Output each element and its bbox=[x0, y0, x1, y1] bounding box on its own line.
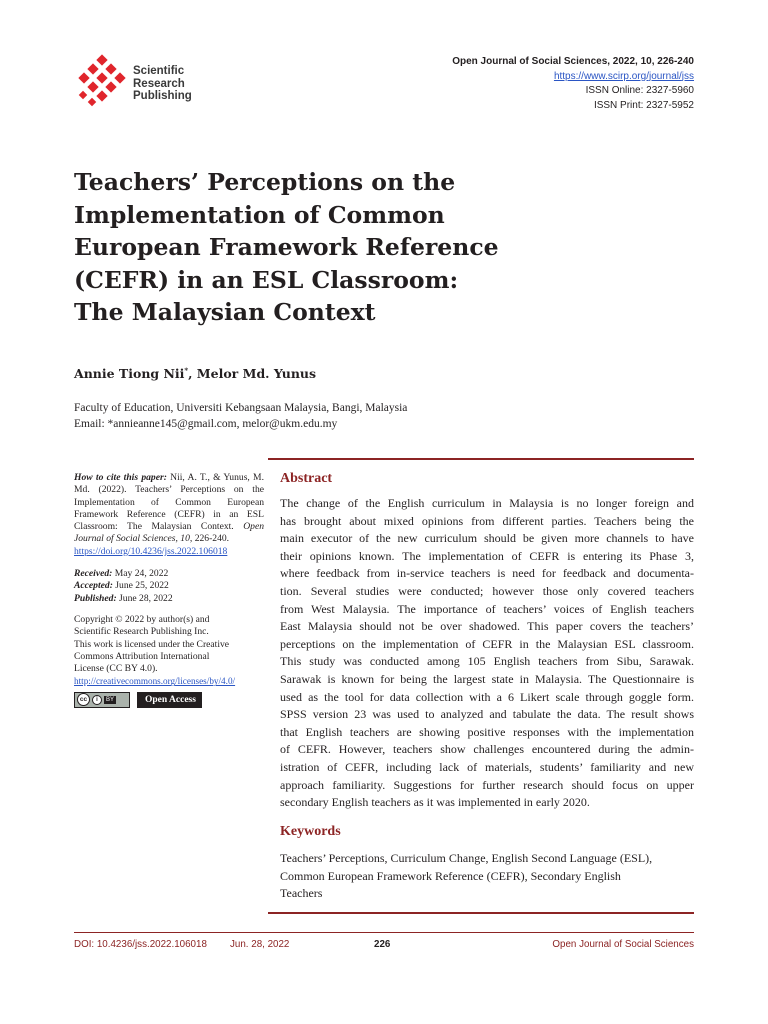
publisher-logo bbox=[76, 54, 206, 110]
issn-online: ISSN Online: 2327-5960 bbox=[585, 85, 694, 96]
by-label: BY bbox=[106, 696, 115, 703]
by-icon-group bbox=[92, 695, 102, 705]
journal-citation: Open Journal of Social Sciences, 2022, 10, 226-240 bbox=[452, 56, 694, 67]
cite-journal: Open Journal of Social Sciences, 10, bbox=[74, 521, 264, 545]
accepted-date: Accepted: June 25, 2022 bbox=[74, 580, 169, 592]
author-1: Annie Tiong Nii bbox=[74, 366, 185, 382]
article-dates bbox=[74, 568, 264, 605]
journal-url-link[interactable]: https://www.scirp.org/journal/jss bbox=[553, 70, 694, 82]
article-title: Teachers’ Perceptions on the Implementation of Common European Framework Reference (CEFR) in an ESL Classroom: The Malaysian Context bbox=[74, 168, 499, 326]
affiliation: Faculty of Education, Universiti Kebangsaan Malaysia, Bangi, Malaysia bbox=[74, 402, 408, 414]
issn-print: ISSN Print: 2327-5952 bbox=[593, 99, 694, 111]
cc-icon: cc bbox=[77, 693, 90, 706]
abstract-body: The change of the English curriculum in Malaysia is no longer foreign and has brought about mixed opinions from different parties. Teachers being the main executor of the new curriculum should be given more channels to have their opinions known. The implementation of CEFR is entering its Phase 3, where feedback from in-service teachers is need for feedback and documenta- tion. Several studies were conducted; however those only covered teachers from West Malaysia. The importance of teachers’ voices of English teachers East Malaysia should not be over shadowed. This paper covers the teachers’ perceptions on the implementation of CEFR in the Malaysian ESL classroom. This study was conducted among 105 English teachers from Sibu, Sarawak. Sarawak is known for being the largest state in Malaysia. The Questionnaire is used as the tool for data collection with a 6 Likert scale through goggle form. SPSS version 23 was used to analyzed and tabulate the data. The result shows that English teachers are showing positive responses with the implementation of CEFR. However, teachers show challenges encountered during the admin- istration of CEFR, including lack of materials, students’ familiarity and new approach familiarity. Suggestions for further research should focus on upper secondary English teachers as it was implemented in early 2020. bbox=[280, 496, 694, 810]
footer-doi: DOI: 10.4236/jss.2022.106018 bbox=[74, 939, 207, 950]
license-link[interactable]: http://creativecommons.org/licenses/by/4.0/ bbox=[74, 676, 236, 687]
abstract-heading: Abstract bbox=[280, 471, 333, 486]
cite-label: How to cite this paper: bbox=[74, 472, 167, 483]
received-date: Received: May 24, 2022 bbox=[74, 568, 169, 580]
copyright-notice: Copyright © 2022 by author(s) and Scientific Research Publishing Inc. This work is licensed under the Creative Commons Attribution International License (CC BY 4.0). http://creativecommons.org/licenses/by/4.0/ bbox=[74, 613, 236, 687]
affiliation-block bbox=[74, 400, 407, 432]
open-access-badge: Open Access bbox=[137, 692, 202, 708]
article-info-sidebar bbox=[74, 472, 264, 708]
publisher-name: Scientific Research Publishing bbox=[133, 65, 192, 102]
keywords-bottom-rule bbox=[268, 912, 694, 914]
how-to-cite: How to cite this paper: Nii, A. T., & Yunus, M. Md. (2022). Teachers’ Perceptions on the Implementation of Common European Framework Reference (CEFR) in an ESL Classroom: The Malaysian Context. Open Journal of Social Sciences, 10, 226-240. https://doi.org/10.4236/jss.2022.106018 bbox=[74, 472, 264, 557]
corresponding-mark: * bbox=[184, 366, 189, 375]
author-email: Email: *annieanne145@gmail.com, melor@ukm.edu.my bbox=[74, 418, 338, 430]
footer-journal: Open Journal of Social Sciences bbox=[552, 939, 694, 950]
footer-rule bbox=[74, 932, 694, 933]
diamond-cluster-logo-icon bbox=[76, 54, 132, 110]
cc-by-badge[interactable] bbox=[74, 692, 130, 708]
doi-link[interactable]: https://doi.org/10.4236/jss.2022.106018 bbox=[74, 545, 228, 557]
footer-date: Jun. 28, 2022 bbox=[230, 939, 290, 950]
person-icon: i bbox=[92, 695, 102, 705]
journal-header bbox=[452, 55, 694, 113]
license-badges bbox=[74, 692, 264, 708]
keywords-body: Teachers’ Perceptions, Curriculum Change, English Second Language (ESL), Common European Framework Reference (CEFR), Secondary English Teachers bbox=[280, 851, 653, 901]
keywords-heading: Keywords bbox=[280, 824, 341, 839]
abstract-top-rule bbox=[268, 458, 694, 460]
published-date: Published: June 28, 2022 bbox=[74, 592, 173, 604]
author-2: , Melor Md. Yunus bbox=[188, 366, 317, 382]
page-number: 226 bbox=[374, 939, 391, 950]
author-list bbox=[74, 366, 316, 381]
